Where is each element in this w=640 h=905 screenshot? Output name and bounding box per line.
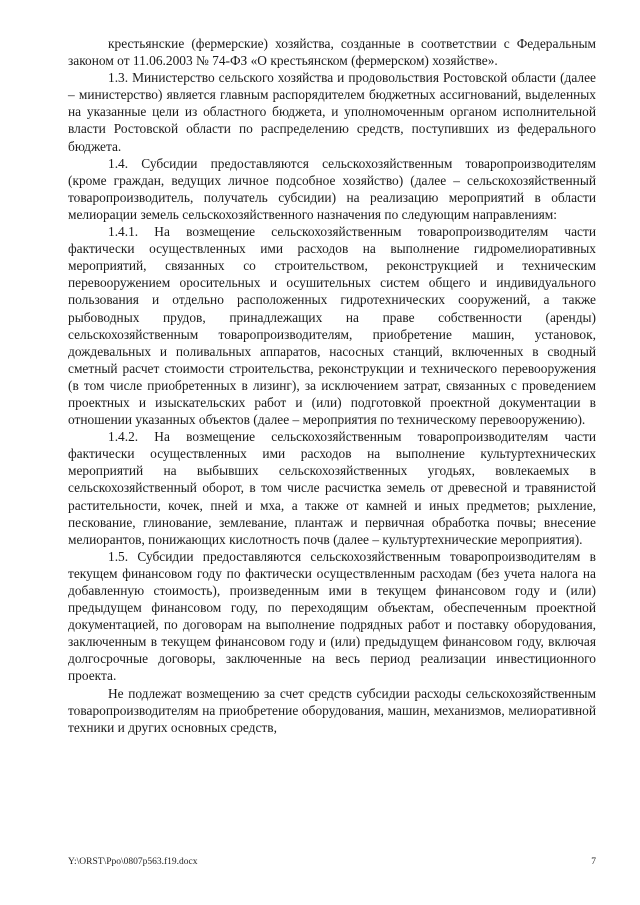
paragraph-1-5-subsidies: 1.5. Субсидии предоставляются сельскохозяйственным товаропроизводителям в текущем финансовом году по фактически осуществленным расходам (без учета налога на добавленную стоимость), произведенным ими в текущем финансовом году и (или) предыдущем финансовом году, по переходящим объектам, обеспеченным проектной документацией, по договорам на выполнение подрядных работ и поставку оборудования, заключенным в текущем финансовом году и (или) предыдущем финансовом году, включая долгосрочные договоры, заключенные на весь период реализации инвестиционного проекта. — [68, 548, 596, 684]
page-number: 7 — [591, 857, 596, 867]
page-footer — [68, 857, 596, 867]
paragraph-non-reimbursable: Не подлежат возмещению за счет средств субсидии расходы сельскохозяйственным товаропроизводителям на приобретение оборудования, машин, механизмов, мелиоративной техники и других основных средств, — [68, 685, 596, 735]
paragraph-1-4-subsidies: 1.4. Субсидии предоставляются сельскохозяйственным товаропроизводителям (кроме граждан, ведущих личное подсобное хозяйство) (далее – сельскохозяйственный товаропроизводитель, получатель субсидии) на реализацию мероприятий в области мелиорации земель сельскохозяйственного назначения по следующим направлениям: — [68, 155, 596, 222]
paragraph-1-3-ministry: 1.3. Министерство сельского хозяйства и продовольствия Ростовской области (далее – министерство) является главным распорядителем бюджетных ассигнований, выделенных на указанные цели из областного бюджета, и уполномоченным органом исполнительной власти Ростовской области по распределению средств, поступивших из федерального бюджета. — [68, 70, 596, 154]
document-body — [68, 35, 596, 736]
paragraph-farm-definition-continuation: крестьянские (фермерские) хозяйства, созданные в соответствии с Федеральным законом от 11.06.2003 № 74-ФЗ «О крестьянском (фермерском) хозяйстве». — [68, 36, 596, 69]
paragraph-1-4-2-cultural-technical: 1.4.2. На возмещение сельскохозяйственным товаропроизводителям части фактически осуществленных ими расходов на выполнение культуртехнических мероприятий на выбывших сельскохозяйственных угодьях, вовлекаемых в сельскохозяйственный оборот, в том числе расчистка земель от древесной и травянистой растительности, кочек, пней и мха, а также от камней и иных предметов; рыхление, пескование, глинование, землевание, плантаж и первичная обработка почвы; внесение мелиорантов, понижающих кислотность почв (далее – культуртехнические мероприятия). — [68, 429, 596, 547]
file-path: Y:\ORST\Ppo\0807p563.f19.docx — [68, 857, 198, 867]
paragraph-1-4-1-technical-reequipment: 1.4.1. На возмещение сельскохозяйственным товаропроизводителям части фактически осуществленных ими расходов на выполнение гидромелиоративных мероприятий, связанных со строительством, реконструкцией и техническим перевооружением оросительных и осушительных систем общего и индивидуального пользования и отдельно расположенных гидротехнических сооружений, а также рыбоводных прудов, принадлежащих на праве собственности (аренды) сельскохозяйственным товаропроизводителям, приобретение машин, установок, дождевальных и поливальных аппаратов, насосных станций, включенных в сводный сметный расчет стоимости строительства, реконструкции и технического перевооружения (в том числе приобретенных в лизинг), за исключением затрат, связанных с проведением проектных и изыскательских работ и (или) подготовкой проектной документации в отношении указанных объектов (далее – мероприятия по техническому перевооружению). — [68, 224, 596, 428]
